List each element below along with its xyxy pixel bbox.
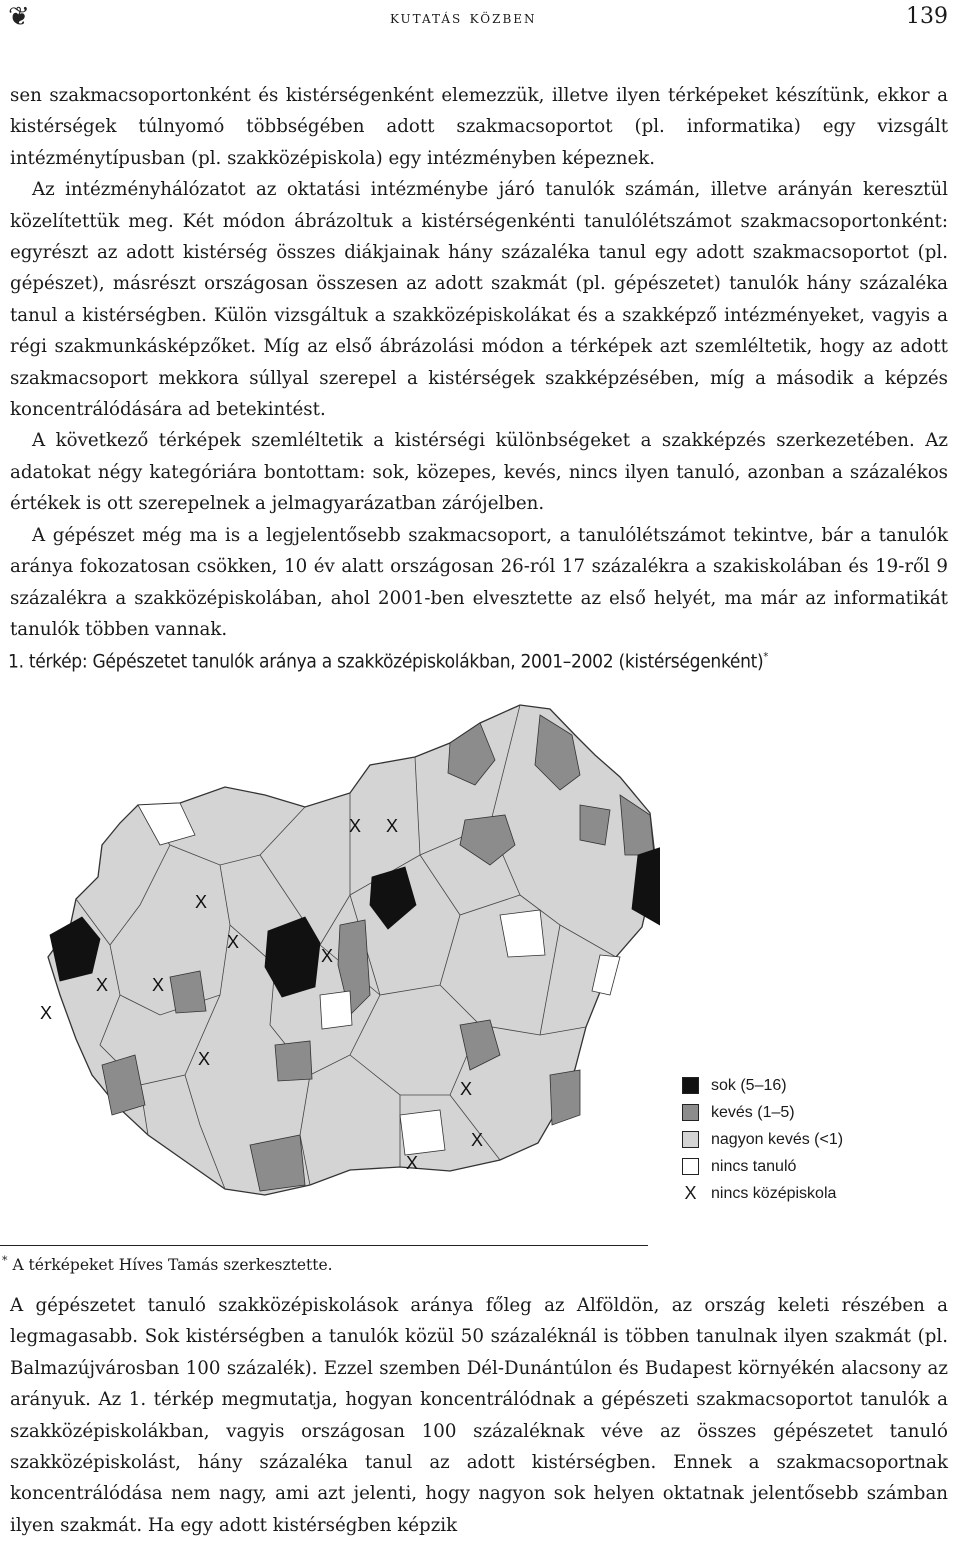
- fleuron-icon: ❦: [8, 2, 30, 32]
- legend-label: kevés (1–5): [711, 1103, 795, 1121]
- legend-item-nincs-kozepiskola: [682, 1180, 843, 1207]
- no-school-marker: X: [405, 1153, 419, 1173]
- region-keves: [580, 805, 610, 845]
- region-nincs: [320, 991, 352, 1029]
- legend-item-nincs-tanulo: [682, 1153, 843, 1180]
- legend-x-symbol: X: [684, 1183, 697, 1203]
- no-school-marker: X: [459, 1079, 473, 1099]
- no-school-marker: X: [197, 1049, 211, 1069]
- no-school-marker: X: [348, 816, 362, 836]
- footnote-mark: *: [2, 1254, 8, 1267]
- footnote-rule: [0, 1245, 648, 1246]
- region-keves: [550, 1070, 580, 1125]
- legend-item-sok: [682, 1072, 843, 1099]
- no-school-marker: X: [194, 892, 208, 912]
- map-caption-text: 1. térkép: Gépészetet tanulók aránya a szakközépiskolákban, 2001–2002 (kistérségenként): [8, 650, 764, 673]
- legend-label: sok (5–16): [711, 1076, 787, 1094]
- no-school-marker: X: [385, 816, 399, 836]
- caption-footnote-mark: *: [763, 650, 769, 663]
- paragraph: sen szakmacsoportonként és kistérségenként elemezzük, illetve ilyen térképeket készítünk, ekkor a kistérségek túlnyomó többségében adott szakmacsoportot (pl. informatika) egy vizsgált intézménytípusban (pl. szakközépiskola) egy intézményben képeznek.: [10, 85, 948, 169]
- page-number: 139: [906, 4, 948, 29]
- region-keves: [250, 1135, 305, 1191]
- no-school-marker: X: [226, 932, 240, 952]
- legend-label: nincs középiskola: [711, 1184, 837, 1202]
- region-keves: [170, 971, 206, 1013]
- legend-item-nagyon-keves: [682, 1126, 843, 1153]
- paragraph: A következő térképek szemléltetik a kistérségi különbségeket a szakképzés szerkezetében. Az adatokat négy kategóriára bontottam: sok, közepes, kevés, nincs ilyen tanuló, azonban a százalékos értékek is ott szerepelnek a jelmagyarázatban zárójelben.: [10, 430, 948, 515]
- legend-swatch: [682, 1104, 699, 1121]
- no-school-marker: X: [470, 1130, 484, 1150]
- legend-item-keves: [682, 1099, 843, 1126]
- region-nincs: [400, 1110, 445, 1155]
- legend-swatch: [682, 1077, 699, 1094]
- no-school-marker: X: [151, 975, 165, 995]
- region-keves: [275, 1041, 312, 1081]
- map-caption: [8, 650, 768, 672]
- map-legend: [682, 1072, 843, 1207]
- paragraph: A gépészet még ma is a legjelentősebb szakmacsoport, a tanulólétszámot tekintve, bár a tanulók aránya fokozatosan csökken, 10 év alatt országosan 26-ról 17 százalékra a szakiskolában és 19-ről 9 százalékra a szakközépiskolában, ahol 2001-ben elvesztette az első helyét, ma már az informatikát tanulók többen vannak.: [10, 524, 948, 640]
- no-school-marker: X: [320, 946, 334, 966]
- region-nincs: [500, 910, 545, 957]
- hungary-map: [20, 695, 660, 1215]
- running-head: [0, 0, 960, 40]
- legend-label: nincs tanuló: [711, 1157, 797, 1175]
- footnote-text: A térképeket Híves Tamás szerkesztette.: [12, 1256, 333, 1275]
- body-text-bottom: [10, 1290, 948, 1541]
- paragraph: A gépészetet tanuló szakközépiskolások aránya főleg az Alföldön, az ország keleti részében a legmagasabb. Sok kistérségben a tanulók közül 50 százaléknál is többen tanulnak ilyen szakmát (pl. Balmazújvárosban 100 százalék). Ezzel szemben Dél-Dunántúlon és Budapest környékén alacsony az arányuk. Az 1. térkép megmutatja, hogyan koncentrálódnak a gépészeti szakmacsoportot tanulók a szakközépiskolákban, vagyis országosan 100 százaléknak véve az összes gépészetet tanuló szakközépiskolást, hány százaléka tanul az adott kistérségben. Ennek a szakmacsoportnak koncentrálódása nem nagy, ami azt jelenti, hogy nagyon sok helyen oktatnak jelentősebb számban ilyen szakmát. Ha egy adott kistérségben képzik: [10, 1295, 948, 1536]
- running-head-title: kutatás közben: [390, 8, 537, 28]
- body-text-top: [10, 80, 948, 645]
- legend-label: nagyon kevés (<1): [711, 1130, 844, 1148]
- paragraph: Az intézményhálózatot az oktatási intézménybe járó tanulók számán, illetve arányán keresztül közelítettük meg. Két módon ábrázoltuk a kistérségenkénti tanulólétszámot szakmacsoportonként: egyrészt az adott kistérség összes diákjainak hány százaléka tanul egy adott szakmacsoportot (pl. gépészet), másrészt országosan összesen az adott szakmát (pl. gépészetet) tanulók hány százaléka tanul a kistérségben. Külön vizsgáltuk a szakközépiskolákat és a szakképző intézményeket, vagyis a régi szakmunkásképzőket. Míg az első ábrázolási módon a térképek azt szemléltetik, hogy az adott szakmacsoport mekkora súllyal szerepel a kistérségek szakképzésében, míg a második a képzés koncentrálódására ad betekintést.: [10, 179, 948, 421]
- legend-swatch: [682, 1158, 699, 1175]
- legend-swatch: [682, 1131, 699, 1148]
- footnote: [2, 1254, 333, 1274]
- no-school-marker: X: [95, 975, 109, 995]
- no-school-marker: X: [39, 1003, 53, 1023]
